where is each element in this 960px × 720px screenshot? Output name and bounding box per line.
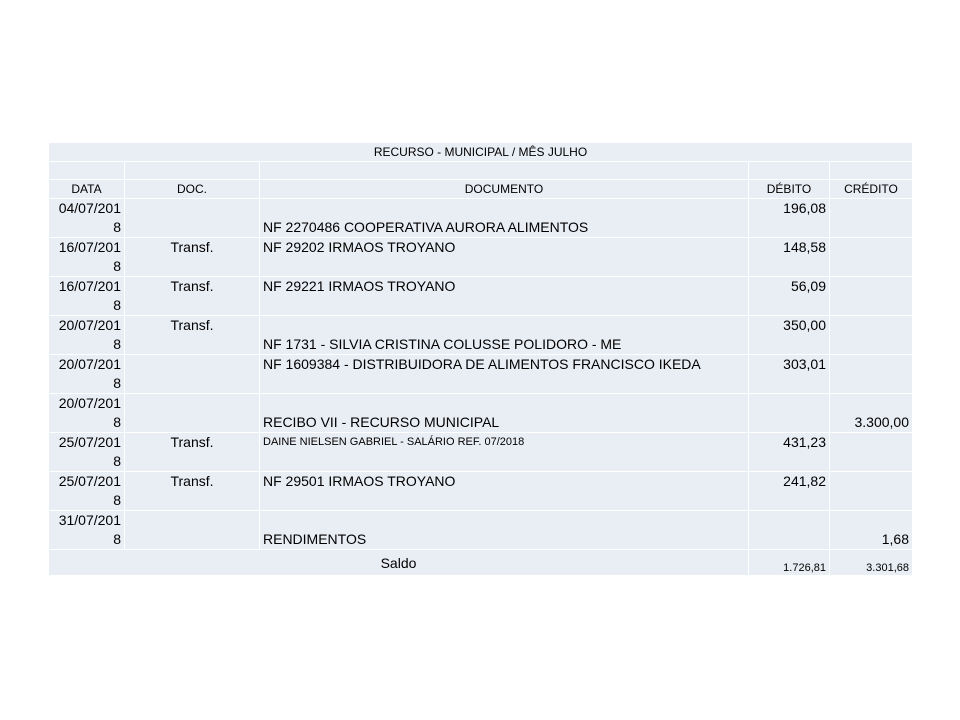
table-row — [49, 277, 913, 316]
description-cell: NF 29221 IRMAOS TROYANO — [260, 277, 749, 316]
debit-cell — [749, 394, 830, 433]
description-cell: NF 29202 IRMAOS TROYANO — [260, 238, 749, 277]
date-cell: 31/07/201 8 — [49, 511, 125, 550]
doc-cell: Transf. — [125, 433, 260, 472]
header-documento: DOCUMENTO — [260, 180, 749, 199]
credit-cell — [830, 472, 913, 511]
table-row — [49, 238, 913, 277]
debit-cell: 241,82 — [749, 472, 830, 511]
doc-cell — [125, 394, 260, 433]
description-cell: RENDIMENTOS — [260, 511, 749, 550]
credit-cell: 1,68 — [830, 511, 913, 550]
date-cell: 20/07/201 8 — [49, 316, 125, 355]
description-cell: NF 2270486 COOPERATIVA AURORA ALIMENTOS — [260, 199, 749, 238]
date-cell: 16/07/201 8 — [49, 277, 125, 316]
doc-cell: Transf. — [125, 472, 260, 511]
saldo-row — [49, 550, 913, 576]
credit-cell — [830, 199, 913, 238]
date-cell: 25/07/201 8 — [49, 433, 125, 472]
doc-cell: Transf. — [125, 238, 260, 277]
debit-cell: 303,01 — [749, 355, 830, 394]
header-debito: DÉBITO — [749, 180, 830, 199]
date-cell: 25/07/201 8 — [49, 472, 125, 511]
date-cell: 20/07/201 8 — [49, 355, 125, 394]
saldo-credit-total: 3.301,68 — [830, 550, 913, 576]
debit-cell: 350,00 — [749, 316, 830, 355]
header-credito: CRÉDITO — [830, 180, 913, 199]
table-row — [49, 433, 913, 472]
doc-cell — [125, 355, 260, 394]
description-cell: NF 29501 IRMAOS TROYANO — [260, 472, 749, 511]
credit-cell — [830, 277, 913, 316]
credit-cell — [830, 238, 913, 277]
title-row — [49, 143, 913, 162]
debit-cell — [749, 511, 830, 550]
date-cell: 16/07/201 8 — [49, 238, 125, 277]
description-cell: NF 1609384 - DISTRIBUIDORA DE ALIMENTOS FRANCISCO IKEDA — [260, 355, 749, 394]
credit-cell — [830, 355, 913, 394]
description-cell: RECIBO VII - RECURSO MUNICIPAL — [260, 394, 749, 433]
header-data: DATA — [49, 180, 125, 199]
saldo-label: Saldo — [49, 550, 749, 576]
description-cell: DAINE NIELSEN GABRIEL - SALÁRIO REF. 07/2018 — [260, 433, 749, 472]
description-cell: NF 1731 - SILVIA CRISTINA COLUSSE POLIDORO - ME — [260, 316, 749, 355]
date-cell: 20/07/201 8 — [49, 394, 125, 433]
table-row — [49, 394, 913, 433]
saldo-debit-total: 1.726,81 — [749, 550, 830, 576]
debit-cell: 56,09 — [749, 277, 830, 316]
credit-cell — [830, 433, 913, 472]
ledger-table — [48, 142, 913, 576]
credit-cell — [830, 316, 913, 355]
table-row — [49, 511, 913, 550]
table-row — [49, 355, 913, 394]
header-row — [49, 180, 913, 199]
spacer-row — [49, 162, 913, 180]
credit-cell: 3.300,00 — [830, 394, 913, 433]
table-row — [49, 199, 913, 238]
table-row — [49, 472, 913, 511]
debit-cell: 196,08 — [749, 199, 830, 238]
doc-cell — [125, 511, 260, 550]
debit-cell: 148,58 — [749, 238, 830, 277]
doc-cell — [125, 199, 260, 238]
table-row — [49, 316, 913, 355]
doc-cell: Transf. — [125, 316, 260, 355]
date-cell: 04/07/201 8 — [49, 199, 125, 238]
table-title: RECURSO - MUNICIPAL / MÊS JULHO — [49, 143, 913, 162]
debit-cell: 431,23 — [749, 433, 830, 472]
header-doc: DOC. — [125, 180, 260, 199]
doc-cell: Transf. — [125, 277, 260, 316]
